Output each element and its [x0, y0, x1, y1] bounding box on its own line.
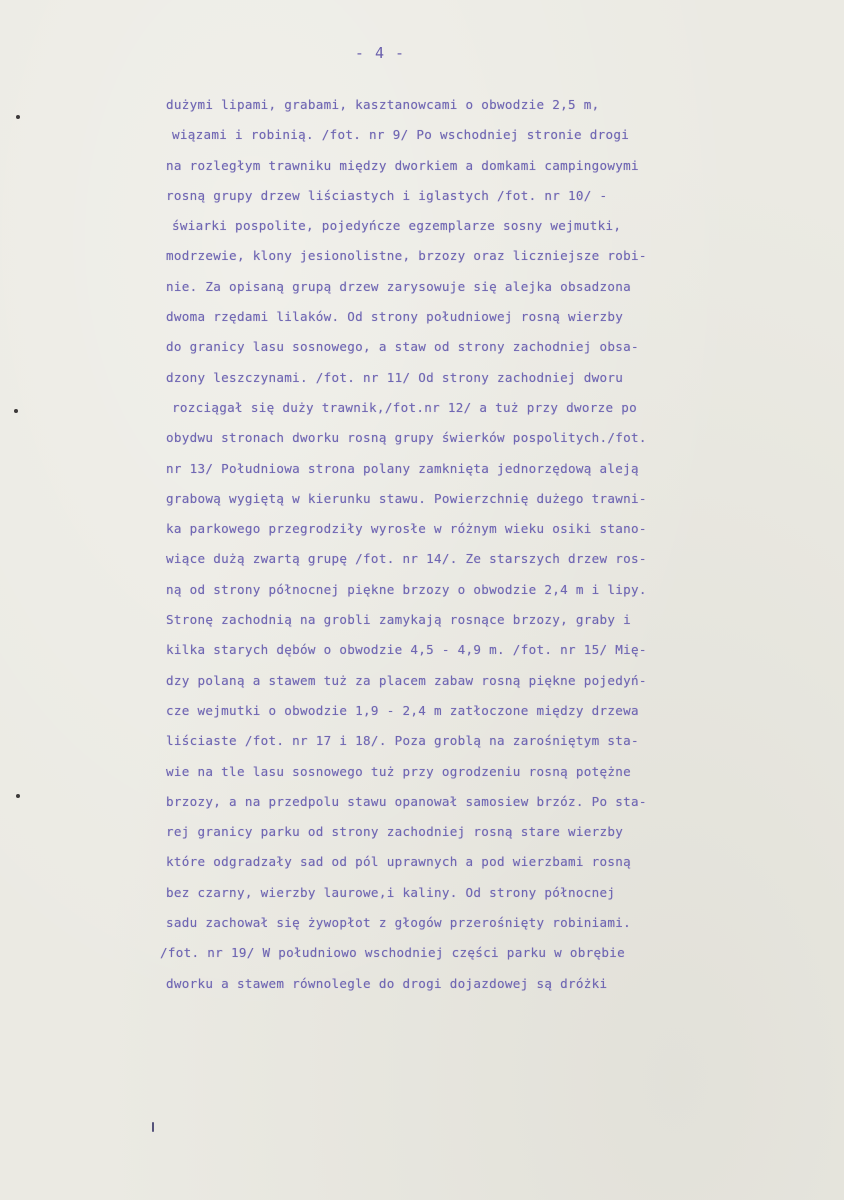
text-line: /fot. nr 19/ W południowo wschodniej części parku w obrębie	[160, 945, 626, 961]
text-line: wiące dużą zwartą grupę /fot. nr 14/. Ze starszych drzew ros-	[166, 551, 647, 567]
text-line: rosną grupy drzew liściastych i iglastych /fot. nr 10/ -	[166, 187, 608, 203]
text-line: dzony leszczynami. /fot. nr 11/ Od strony zachodniej dworu	[166, 369, 624, 385]
text-line: sadu zachował się żywopłot z głogów przerośnięty robiniami.	[166, 915, 632, 931]
margin-punch-mark	[16, 794, 20, 798]
text-line: cze wejmutki o obwodzie 1,9 - 2,4 m zatłoczone między drzewa	[166, 702, 639, 718]
text-line: kilka starych dębów o obwodzie 4,5 - 4,9 m. /fot. nr 15/ Mię-	[166, 642, 647, 658]
text-line: Stronę zachodnią na grobli zamykają rosnące brzozy, graby i	[166, 612, 632, 628]
text-line: liściaste /fot. nr 17 i 18/. Poza groblą na zarośniętym sta-	[166, 733, 639, 749]
margin-pen-mark	[152, 1122, 154, 1132]
margin-punch-mark	[16, 115, 20, 119]
text-line: dzy polaną a stawem tuż za placem zabaw rosną piękne pojedyń-	[166, 672, 647, 688]
text-line: które odgradzały sad od pól uprawnych a pod wierzbami rosną	[166, 854, 632, 870]
text-line: wiązami i robinią. /fot. nr 9/ Po wschodniej stronie drogi	[172, 127, 630, 143]
text-line: modrzewie, klony jesionolistne, brzozy oraz liczniejsze robi-	[166, 248, 647, 264]
text-line: bez czarny, wierzby laurowe,i kaliny. Od strony północnej	[166, 884, 616, 900]
text-line: dworku a stawem równolegle do drogi dojazdowej są dróżki	[166, 975, 608, 991]
typewritten-body-text	[160, 90, 836, 999]
margin-punch-mark	[14, 409, 18, 413]
text-line: grabową wygiętą w kierunku stawu. Powierzchnię dużego trawni-	[166, 490, 647, 506]
text-line: rej granicy parku od strony zachodniej rosną stare wierzby	[166, 824, 624, 840]
text-line: nie. Za opisaną grupą drzew zarysowuje się alejka obsadzona	[166, 278, 632, 294]
text-line: dużymi lipami, grabami, kasztanowcami o obwodzie 2,5 m,	[166, 97, 600, 112]
text-line: na rozległym trawniku między dworkiem a domkami campingowymi	[166, 157, 639, 173]
text-line: ka parkowego przegrodziły wyrosłe w różnym wieku osiki stano-	[166, 521, 647, 537]
text-line: wie na tle lasu sosnowego tuż przy ogrodzeniu rosną potężne	[166, 763, 632, 779]
text-line: dwoma rzędami lilaków. Od strony południowej rosną wierzby	[166, 309, 624, 325]
text-line: brzozy, a na przedpolu stawu opanował samosiew brzóz. Po sta-	[166, 793, 647, 809]
text-line: rozciągał się duży trawnik,/fot.nr 12/ a tuż przy dworze po	[172, 399, 638, 415]
text-line: obydwu stronach dworku rosną grupy świerków pospolitych./fot.	[166, 430, 647, 446]
page-number: - 4 -	[354, 44, 406, 62]
text-line: do granicy lasu sosnowego, a staw od strony zachodniej obsa-	[166, 339, 639, 355]
text-line: świarki pospolite, pojedyńcze egzemplarze sosny wejmutki,	[172, 218, 622, 234]
text-line: nr 13/ Południowa strona polany zamknięta jednorzędową aleją	[166, 460, 639, 476]
text-line: ną od strony północnej piękne brzozy o obwodzie 2,4 m i lipy.	[166, 581, 647, 597]
